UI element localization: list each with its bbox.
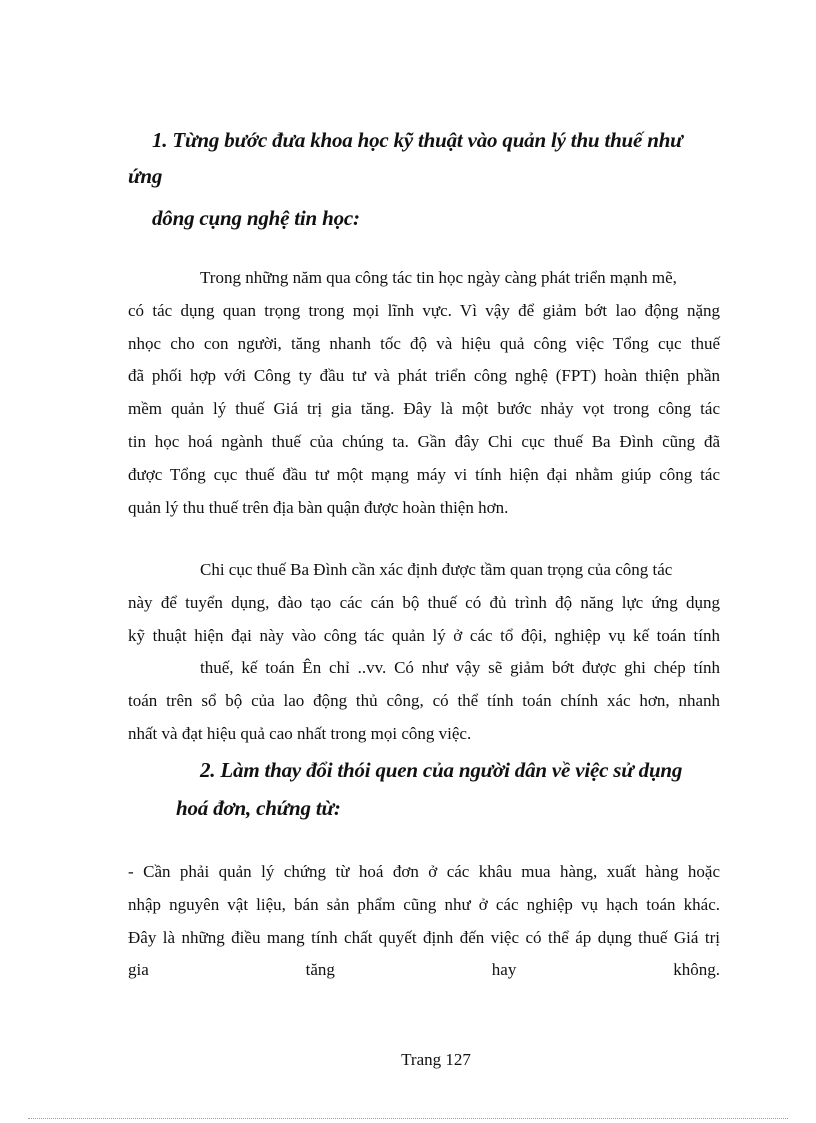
paragraph-2 <box>128 554 720 751</box>
para1-line: được Tổng cục thuế đầu tư một mạng máy vi tính hiện đại nhằm giúp công tác <box>128 464 720 484</box>
section2-title-line1: 2. Làm thay đổi thói quen của người dân về việc sử dụng <box>200 758 683 782</box>
section2-title-line2: hoá đơn, chứng từ: <box>176 796 341 820</box>
section1-title-line2: ứng <box>128 164 163 188</box>
para1-line: đã phối hợp với Công ty đầu tư và phát triển công nghệ (FPT) hoàn thiện phần <box>128 366 720 386</box>
para1-line: Trong những năm qua công tác tin học ngày càng phát triển mạnh mẽ, <box>200 268 677 287</box>
para2-line: kỹ thuật hiện đại này vào công tác quản lý ở các tổ đội, nghiệp vụ kế toán tính <box>128 625 720 645</box>
para1-line: quản lý thu thuế trên địa bàn quận được hoàn thiện hơn. <box>128 497 509 517</box>
para1-line: có tác dụng quan trọng trong mọi lĩnh vực. Vì vậy để giảm bớt lao động nặng <box>128 300 720 320</box>
para1-line: nhọc cho con người, tăng nhanh tốc độ và hiệu quả công việc Tổng cục thuế <box>128 333 720 353</box>
paragraph-1 <box>128 262 720 524</box>
page-bottom-divider <box>28 1118 788 1119</box>
para3-line: - Cần phải quản lý chứng từ hoá đơn ở các khâu mua hàng, xuất hàng hoặc <box>128 862 720 881</box>
para1-line: mềm quản lý thuế Giá trị gia tăng. Đây là một bước nhảy vọt trong công tác <box>128 399 720 419</box>
para2-line: Chi cục thuế Ba Đình cần xác định được tầm quan trọng của công tác <box>200 560 673 579</box>
page-number: Trang 127 <box>401 1050 471 1069</box>
paragraph-3 <box>128 856 720 987</box>
section1-title-line3: dông cụng nghệ tin học: <box>152 206 360 230</box>
para2-line: toán trên sổ bộ của lao động thủ công, có thể tính toán chính xác hơn, nhanh <box>128 691 720 711</box>
para3-line: nhập nguyên vật liệu, bán sản phẩm cũng như ở các nghiệp vụ hạch toán khác. <box>128 894 720 914</box>
para2-line: nhất và đạt hiệu quả cao nhất trong mọi công việc. <box>128 723 472 743</box>
para2-line: thuế, kế toán Ên chỉ ..vv. Có như vậy sẽ giảm bớt được ghi chép tính <box>200 658 720 678</box>
para3-line: gia tăng hay không. <box>128 960 720 980</box>
section1-title-line1: 1. Từng bước đưa khoa học kỹ thuật vào quản lý thu thuế như <box>152 128 683 152</box>
para1-line: tin học hoá ngành thuế của chúng ta. Gần đây Chi cục thuế Ba Đình cũng đã <box>128 431 720 451</box>
para3-line: Đây là những điều mang tính chất quyết định đến việc có thể áp dụng thuế Giá trị <box>128 927 720 947</box>
para2-line: này để tuyển dụng, đào tạo các cán bộ thuế có đủ trình độ năng lực ứng dụng <box>128 592 720 612</box>
